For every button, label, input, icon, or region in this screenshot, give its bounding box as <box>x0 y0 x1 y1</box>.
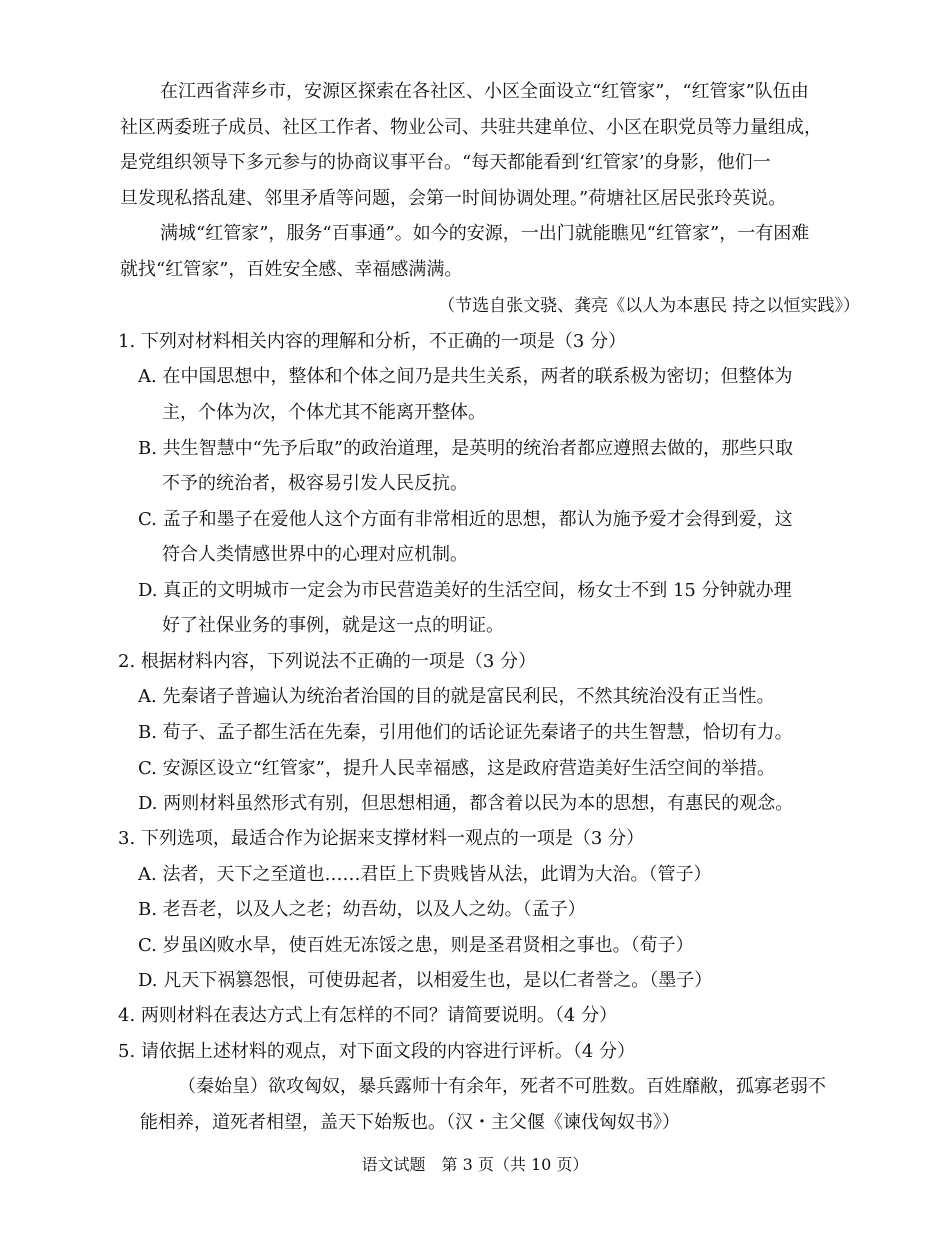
question-1-option-a: A. 在中国思想中，整体和个体之间乃是共生关系，两者的联系极为密切；但整体为 <box>138 366 793 387</box>
passage-source: （节选自张文骁、龚亮《以人为本惠民 持之以恒实践》） <box>438 296 860 316</box>
page-footer: 语文试题 第 3 页（共 10 页） <box>361 1155 589 1174</box>
question-1-option-d: D. 真正的文明城市一定会为市民营造美好的生活空间，杨女士不到 15 分钟就办理 <box>138 580 792 601</box>
question-3-option-c: C. 岁虽凶败水旱，使百姓无冻馁之患，则是圣君贤相之事也。（荀子） <box>138 935 694 956</box>
question-2-option-c: C. 安源区设立“红管家”，提升人民幸福感，这是政府营造美好生活空间的举措。 <box>138 758 775 779</box>
question-1-option-c: C. 孟子和墨子在爱他人这个方面有非常相近的思想，都认为施予爱才会得到爱，这 <box>138 509 793 530</box>
question-5-stem: 5. 请依据上述材料的观点，对下面文段的内容进行评析。（4 分） <box>118 1041 636 1062</box>
question-4-stem: 4. 两则材料在表达方式上有怎样的不同？请简要说明。（4 分） <box>118 1005 618 1026</box>
question-1-stem: 1. 下列对材料相关内容的理解和分析，不正确的一项是（3 分） <box>118 331 627 352</box>
passage-p1-line-2: 社区两委班子成员、社区工作者、物业公司、共驻共建单位、小区在职党员等力量组成， <box>120 117 822 138</box>
question-5-quote-line-1: （秦始皇）欲攻匈奴，暴兵露师十有余年，死者不可胜数。百姓靡敝，孤寡老弱不 <box>178 1076 826 1097</box>
passage-p1-line-1: 在江西省萍乡市，安源区探索在各社区、小区全面设立“红管家”，“红管家”队伍由 <box>160 81 809 102</box>
passage-p2-line-1: 满城“红管家”，服务“百事通”。如今的安源，一出门就能瞧见“红管家”，一有困难 <box>160 223 810 244</box>
passage-p1-line-3: 是党组织领导下多元参与的协商议事平台。“每天都能看到‘红管家’的身影，他们一 <box>120 152 771 173</box>
question-2-stem: 2. 根据材料内容，下列说法不正确的一项是（3 分） <box>118 651 537 672</box>
question-2-option-a: A. 先秦诸子普遍认为统治者治国的目的就是富民利民，不然其统治没有正当性。 <box>138 686 775 707</box>
question-3-option-d: D. 凡天下祸篡怨恨，可使毋起者，以相爱生也，是以仁者誉之。（墨子） <box>138 970 713 991</box>
question-3-option-a: A. 法者，天下之至道也……君臣上下贵贱皆从法，此谓为大治。（管子） <box>138 864 712 885</box>
question-1-option-c-cont: 符合人类情感世界中的心理对应机制。 <box>162 544 468 565</box>
question-2-option-b: B. 荀子、孟子都生活在先秦，引用他们的话论证先秦诸子的共生智慧，恰切有力。 <box>138 722 793 743</box>
question-5-quote-line-2: 能相养，道死者相望，盖天下始叛也。（汉・主父偃《谏伐匈奴书》） <box>140 1112 680 1133</box>
question-1-option-a-cont: 主，个体为次，个体尤其不能离开整体。 <box>162 402 486 423</box>
question-3-option-b: B. 老吾老，以及人之老；幼吾幼，以及人之幼。（孟子） <box>138 899 586 920</box>
passage-p2-line-2: 就找“红管家”，百姓安全感、幸福感满满。 <box>120 259 463 280</box>
question-1-option-b-cont: 不予的统治者，极容易引发人民反抗。 <box>162 473 468 494</box>
question-1-option-d-cont: 好了社保业务的事例，就是这一点的明证。 <box>162 615 504 636</box>
question-3-stem: 3. 下列选项，最适合作为论据来支撑材料一观点的一项是（3 分） <box>118 828 645 849</box>
passage-p1-line-4: 旦发现私搭乱建、邻里矛盾等问题，会第一时间协调处理。”荷塘社区居民张玲英说。 <box>120 188 787 209</box>
question-1-option-b: B. 共生智慧中“先予后取”的政治道理，是英明的统治者都应遵照去做的，那些只取 <box>138 438 794 459</box>
question-2-option-d: D. 两则材料虽然形式有别，但思想相通，都含着以民为本的思想，有惠民的观念。 <box>138 793 794 814</box>
